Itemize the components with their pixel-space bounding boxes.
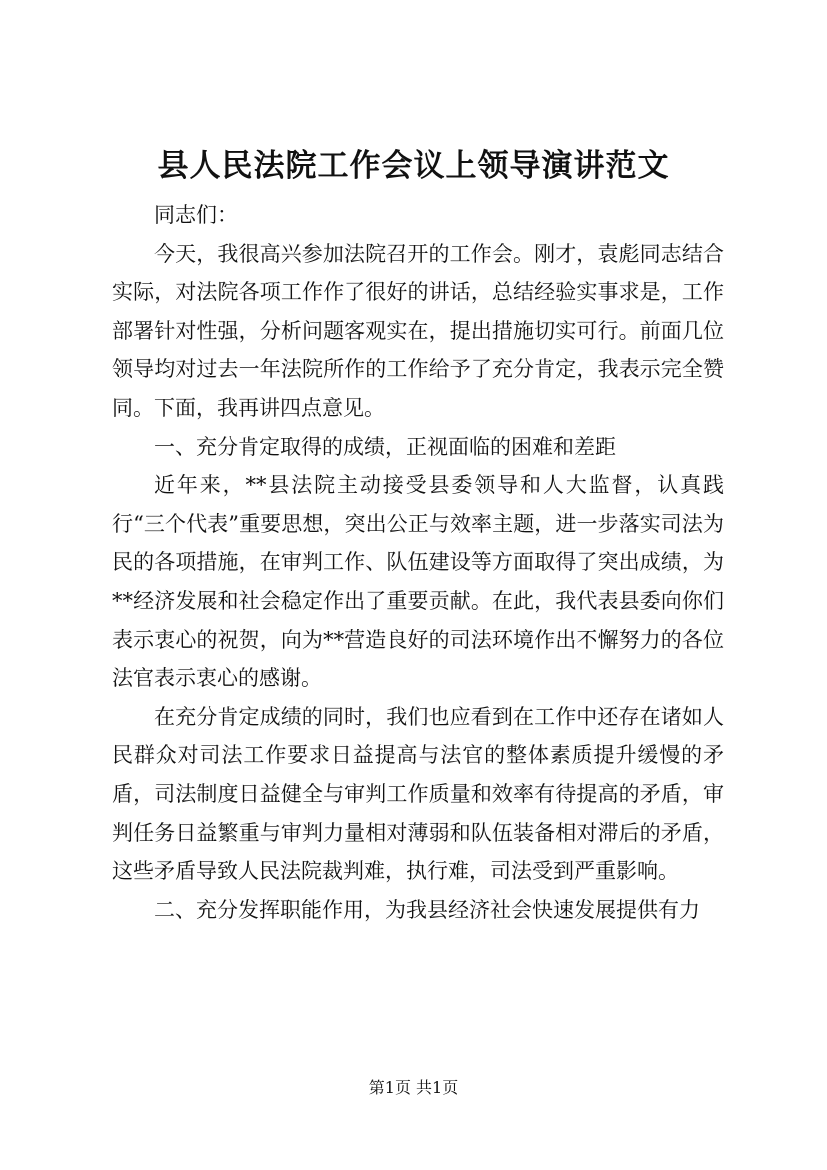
section-heading: 二、充分发挥职能作用，为我县经济社会快速发展提供有力 xyxy=(154,897,700,922)
greeting-paragraph: 同志们： xyxy=(154,203,238,227)
section-heading: 一、充分肯定取得的成绩，正视面临的困难和差距 xyxy=(154,434,616,459)
document-body xyxy=(112,196,724,929)
body-paragraph: 在充分肯定成绩的同时，我们也应看到在工作中还存在诸如人民群众对司法工作要求日益提高与法官的整体素质提升缓慢的矛盾，司法制度日益健全与审判工作质量和效率有待提高的矛盾，审判任务日益繁重与审判力量相对薄弱和队伍装备相对滞后的矛盾，这些矛盾导致人民法院裁判难，执行难，司法受到严重影响。 xyxy=(112,704,724,884)
body-paragraph: 近年来，**县法院主动接受县委领导和人大监督，认真践行“三个代表”重要思想，突出公正与效率主题，进一步落实司法为民的各项措施，在审判工作、队伍建设等方面取得了突出成绩，为**经济发展和社会稳定作出了重要贡献。在此，我代表县委向你们表示衷心的祝贺，向为**营造良好的司法环境作出不懈努力的各位法官表示衷心的感谢。 xyxy=(112,473,724,691)
document-title: 县人民法院工作会议上领导演讲范文 xyxy=(157,148,670,184)
page-footer: 第1页 共1页 xyxy=(368,1078,459,1097)
body-paragraph: 今天，我很高兴参加法院召开的工作会。刚才，袁彪同志结合实际，对法院各项工作作了很好的讲话，总结经验实事求是，工作部署针对性强，分析问题客观实在，提出措施切实可行。前面几位领导均对过去一年法院所作的工作给予了充分肯定，我表示完全赞同。下面，我再讲四点意见。 xyxy=(112,241,724,420)
